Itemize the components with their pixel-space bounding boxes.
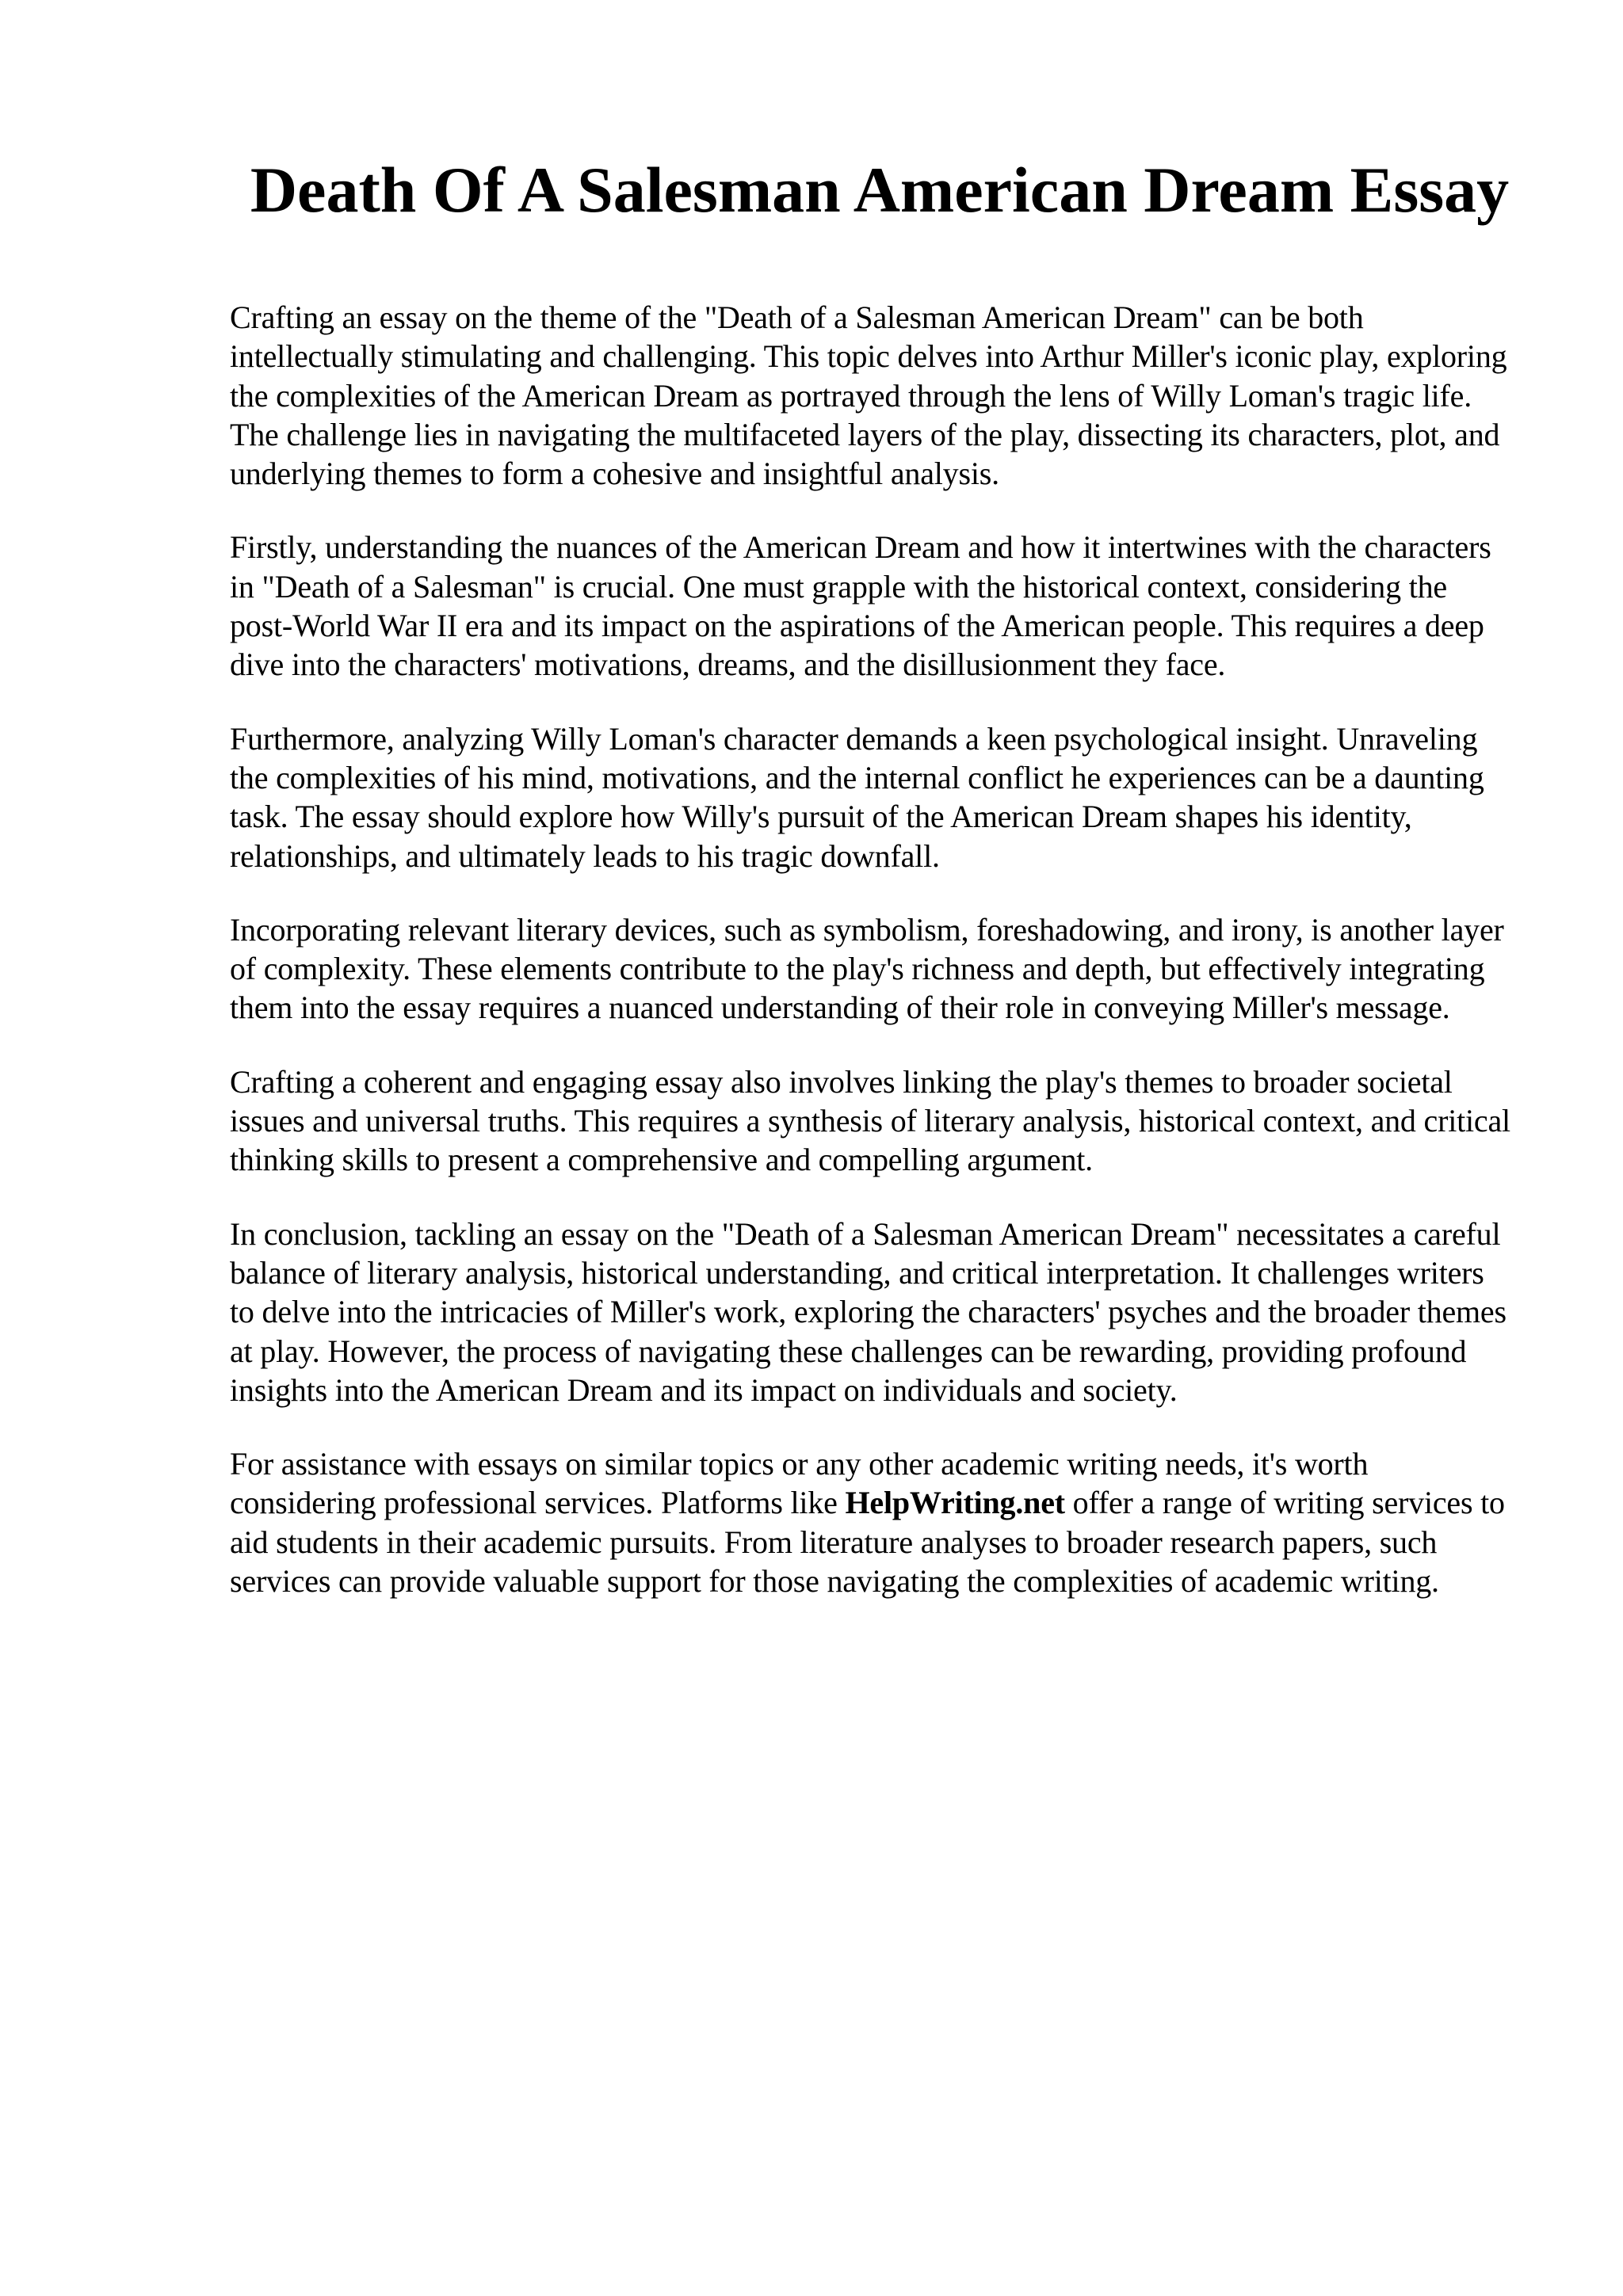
paragraph-writing-services (230, 1444, 1514, 1600)
paragraph-american-dream-context: Firstly, understanding the nuances of the American Dream and how it intertwines with the characters in "Death of a Salesman" is crucial. One must grapple with the historical context, considering the post-World War II era and its impact on the aspirations of the American people. This requires a deep dive into the characters' motivations, dreams, and the disillusionment they face. (230, 529, 1491, 683)
helpwriting-brand: HelpWriting.net (845, 1485, 1065, 1521)
closing-text-before: For assistance with essays on similar topics or any other academic writing needs, it's worth considering professional services. Platforms like (230, 1446, 1369, 1521)
paragraph-intro: Crafting an essay on the theme of the "Death of a Salesman American Dream" can be both intellectually stimulating and challenging. This topic delves into Arthur Miller's iconic play, exploring the complexities of the American Dream as portrayed through the lens of Willy Loman's tragic life. The challenge lies in navigating the multifaceted layers of the play, dissecting its characters, plot, and underlying themes to form a cohesive and insightful analysis. (230, 299, 1507, 492)
paragraph-literary-devices: Incorporating relevant literary devices, such as symbolism, foreshadowing, and irony, is another layer of complexity. These elements contribute to the play's richness and depth, but effectively integrating them into the essay requires a nuanced understanding of their role in conveying Miller's message. (230, 911, 1504, 1026)
paragraph-conclusion: In conclusion, tackling an essay on the "Death of a Salesman American Dream" necessitates a careful balance of literary analysis, historical understanding, and critical interpretation. It challenges writers to delve into the intricacies of Miller's work, exploring the characters' psyches and the broader themes at play. However, the process of navigating these challenges can be rewarding, providing profound insights into the American Dream and its impact on individuals and society. (230, 1215, 1507, 1408)
essay-body (230, 298, 1514, 1635)
paragraph-willy-loman-character: Furthermore, analyzing Willy Loman's character demands a keen psychological insight. Unraveling the complexities of his mind, motivations, and the internal conflict he experiences can be a daunting task. The essay should explore how Willy's pursuit of the American Dream shapes his identity, relationships, and ultimately leads to his tragic downfall. (230, 720, 1484, 874)
closing-text-after: offer a range of writing services to aid students in their academic pursuits. From literature analyses to broader research papers, such services can provide valuable support for those navigating the complexities of academic writing. (230, 1485, 1505, 1600)
paragraph-broader-themes: Crafting a coherent and engaging essay also involves linking the play's themes to broader societal issues and universal truths. This requires a synthesis of literary analysis, historical context, and critical thinking skills to present a comprehensive and compelling argument. (230, 1063, 1510, 1178)
page-title: Death Of A Salesman American Dream Essay (250, 154, 1510, 226)
